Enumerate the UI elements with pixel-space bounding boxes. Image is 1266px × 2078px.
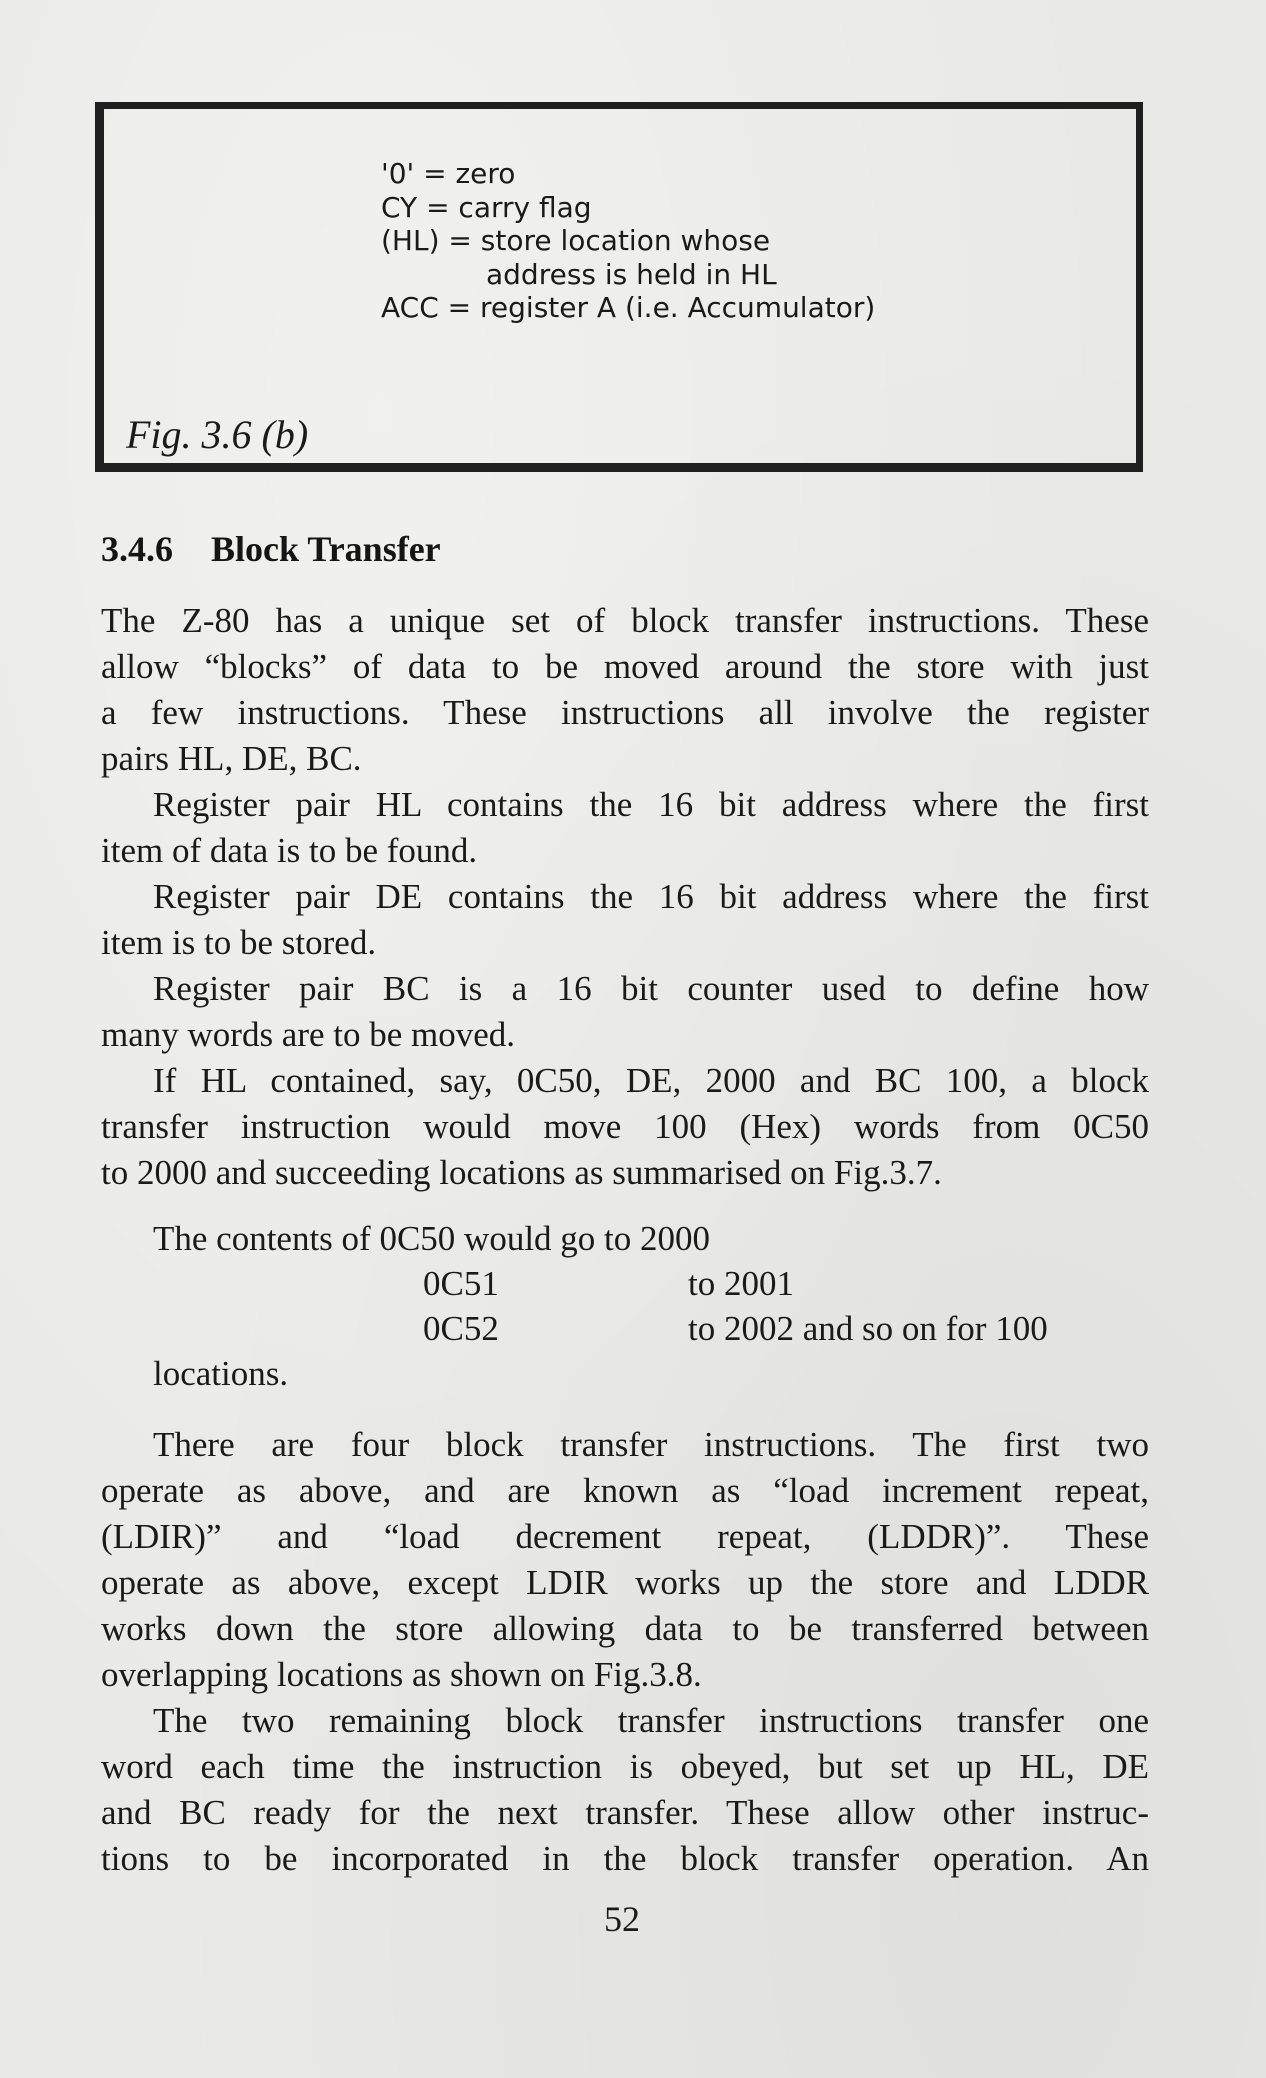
paragraph-7	[101, 1698, 1149, 1882]
text-line: many words are to be moved.	[101, 1015, 516, 1054]
section-heading	[101, 528, 441, 570]
text-line: Register pair BC is a 16 bit counter used to define how	[153, 969, 1149, 1008]
figure-legend	[381, 157, 875, 325]
paragraph-1	[101, 598, 1149, 782]
paragraph-2	[101, 782, 1149, 874]
text-line: The two remaining block transfer instructions transfer one	[153, 1701, 1149, 1740]
legend-line-hl: (HL) = store location whose	[381, 224, 771, 257]
example-line-1: The contents of 0C50 would go to 2000	[153, 1219, 711, 1258]
example-source-2: 0C51	[423, 1264, 499, 1303]
example-dest-2: to 2001	[688, 1264, 794, 1303]
text-line: allow “blocks” of data to be moved around the store with just	[101, 647, 1149, 686]
text-line: to 2000 and succeeding locations as summarised on Fig.3.7.	[101, 1153, 942, 1192]
section-number: 3.4.6	[101, 529, 173, 569]
figure-legend-box	[95, 102, 1143, 472]
paragraph-4	[101, 966, 1149, 1058]
paragraph-3	[101, 874, 1149, 966]
section-title: Block Transfer	[211, 529, 441, 569]
text-line: There are four block transfer instructions. The first two	[153, 1425, 1149, 1464]
text-line: a few instructions. These instructions all involve the register	[101, 693, 1149, 732]
page-number: 52	[604, 1899, 640, 1939]
text-line: transfer instruction would move 100 (Hex) words from 0C50	[101, 1107, 1149, 1146]
text-line: operate as above, and are known as “load increment repeat,	[101, 1471, 1149, 1510]
paragraph-5	[101, 1058, 1149, 1196]
text-line: If HL contained, say, 0C50, DE, 2000 and BC 100, a block	[153, 1061, 1149, 1100]
text-line: and BC ready for the next transfer. These allow other instruc-	[101, 1793, 1149, 1832]
text-line: pairs HL, DE, BC.	[101, 739, 362, 778]
example-tail: locations.	[153, 1354, 289, 1393]
text-line: works down the store allowing data to be transferred between	[101, 1609, 1149, 1648]
text-line: (LDIR)” and “load decrement repeat, (LDDR)”. These	[101, 1517, 1149, 1556]
text-line: Register pair DE contains the 16 bit address where the first	[153, 877, 1149, 916]
text-line: Register pair HL contains the 16 bit address where the first	[153, 785, 1149, 824]
text-line: tions to be incorporated in the block transfer operation. An	[101, 1839, 1149, 1878]
legend-line-hl-cont: address is held in HL	[486, 257, 777, 291]
legend-line-carry: CY = carry flag	[381, 190, 592, 224]
text-line: operate as above, except LDIR works up the store and LDDR	[101, 1563, 1149, 1602]
paragraph-6	[101, 1422, 1149, 1698]
text-line: item of data is to be found.	[101, 831, 478, 870]
text-line: overlapping locations as shown on Fig.3.8.	[101, 1655, 702, 1694]
legend-line-acc: ACC = register A (i.e. Accumulator)	[381, 291, 876, 324]
text-line: item is to be stored.	[101, 923, 377, 962]
legend-line-zero: '0' = zero	[381, 157, 516, 190]
example-source-3: 0C52	[423, 1309, 499, 1348]
figure-caption: Fig. 3.6 (b)	[126, 412, 309, 457]
text-line: The Z-80 has a unique set of block transfer instructions. These	[101, 601, 1149, 640]
example-dest-3: to 2002 and so on for 100	[688, 1309, 1048, 1348]
text-line: word each time the instruction is obeyed, but set up HL, DE	[101, 1747, 1149, 1786]
